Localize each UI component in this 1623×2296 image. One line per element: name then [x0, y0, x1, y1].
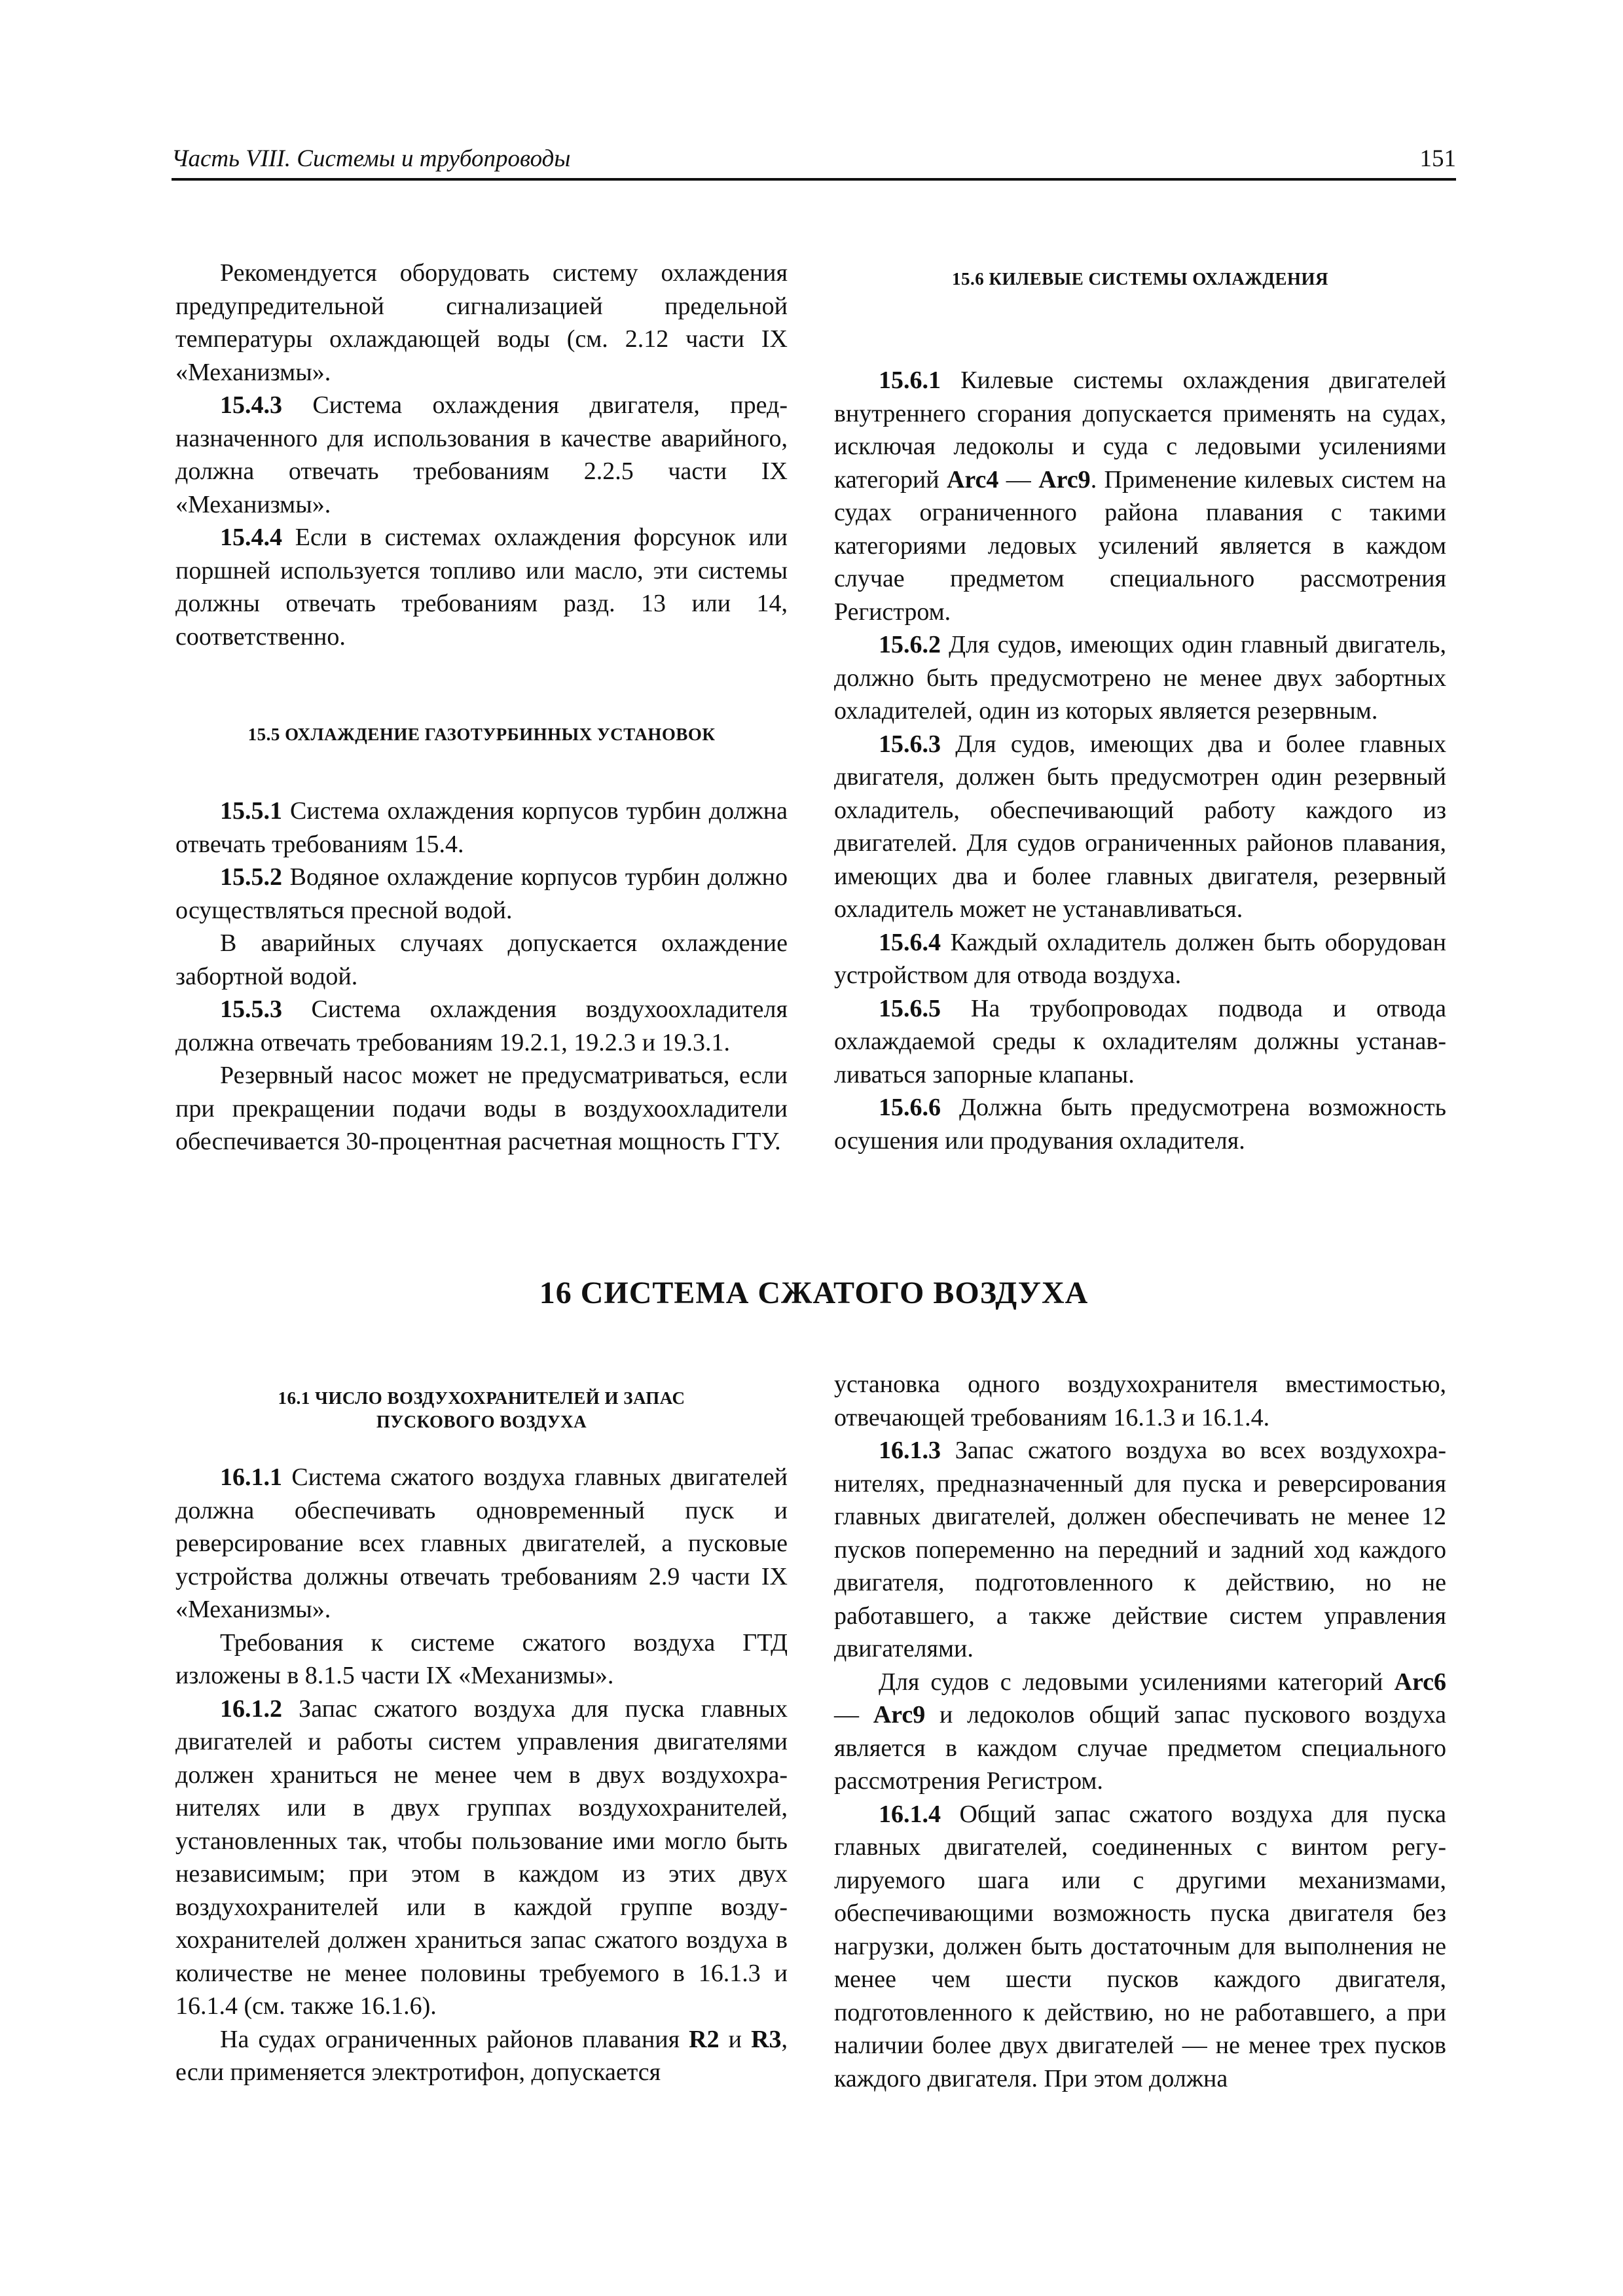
paragraph-text: Каждый охладитель должен быть оборудован устройством для отвода воздуха.	[834, 928, 1446, 989]
clause-number: 15.5.2	[220, 863, 282, 891]
clause-number: 16.1.1	[220, 1463, 282, 1491]
paragraph	[175, 993, 788, 1059]
running-header	[172, 137, 1456, 181]
paragraph	[175, 1461, 788, 1626]
paragraph	[834, 364, 1446, 628]
paragraph-text: Запас сжатого воздуха во всех воздухохранителях, предназначенный для пуска и реверсирования главных двигателей, должен обеспечивать не менее 12 пусков попеременно на передний и задний ход каждого двигателя, подготовленного к действию, но не работавшего, а также действие систем управления двигателями.	[834, 1437, 1446, 1662]
paragraph	[834, 1798, 1446, 2096]
paragraph	[175, 521, 788, 653]
paragraph-text: Для судов, имеющих два и более главных двигателя, должен быть предусмотрен один резервный охладитель, обеспечивающий работу каждого из двигателей. Для судов ограниченных районов плавания, имеющих два и более главных двигателя, резервный охладитель может не устанавливаться.	[834, 730, 1446, 923]
dash: —	[834, 1701, 873, 1729]
paragraph: Резервный насос может не предусматриваться, если при прекращении подачи воды в воздухоохладители обеспечивается 30-процентная расчетная мощность ГТУ.	[175, 1062, 788, 1155]
heading-line: ПУСКОВОГО ВОЗДУХА	[376, 1412, 587, 1431]
left-column-top	[175, 257, 788, 1158]
paragraph: Рекомендуется оборудовать систему охлаждения предупредительной сигнализацией предельной температуры охлаждающей воды (см. 2.12 части IX «Механизмы».	[175, 259, 788, 386]
paragraph	[175, 795, 788, 861]
paragraph-text: Система сжатого воздуха главных двигателей должна обеспечивать одновременный пуск и реверсирование всех главных двигателей, а пусковые устройства должны отвечать требованиям 2.9 части IX «Механизмы».	[175, 1463, 788, 1623]
paragraph-text: , если применяется электротифон, допускается	[175, 2025, 788, 2086]
clause-number: 15.6.4	[879, 928, 941, 956]
right-column-bottom	[834, 1368, 1446, 2095]
page-number: 151	[1419, 145, 1456, 172]
clause-number: 15.6.1	[879, 367, 941, 394]
ice-class: Arc9	[873, 1701, 926, 1729]
paragraph	[175, 1693, 788, 2023]
paragraph	[834, 1434, 1446, 1666]
paragraph-text: Система охлаждения воздухоохладителя должна отвечать требованиям 19.2.1, 19.2.3 и 19.3.1.	[175, 996, 788, 1056]
right-column-top	[834, 267, 1446, 1157]
clause-number: 15.6.3	[879, 730, 941, 758]
running-title: Часть VIII. Системы и трубопроводы	[172, 145, 571, 172]
paragraph-text: Система охлаждения двигателя, предназначенного для использования в качестве аварийного, должна отвечать требованиям 2.2.5 части IX «Механизмы».	[175, 391, 788, 518]
clause-number: 16.1.3	[879, 1437, 941, 1464]
paragraph	[834, 926, 1446, 992]
clause-number: 15.6.5	[879, 994, 941, 1022]
paragraph-text: Запас сжатого воздуха для пуска главных двигателей и работы систем управления двигателями должен храниться не менее чем в двух воздухохранителях или в двух группах воздухохранителей, установленных так, чтобы пользование ими могло быть независимым; при этом в каждом из этих двух воздухохранителей или в каждой группе воздухохранителей должен храниться запас сжатого воздуха в количестве не менее половины требуемого в 16.1.3 и 16.1.4 (см. также 16.1.6).	[175, 1695, 788, 2020]
dash: —	[998, 465, 1039, 493]
section-heading-16-1	[175, 1386, 788, 1433]
paragraph-text: Система охлаждения корпусов турбин должна отвечать требованиям 15.4.	[175, 797, 788, 858]
left-column-bottom	[175, 1386, 788, 2089]
paragraph-text: На трубопроводах подвода и отвода охлаждаемой среды к охладителям должны устанавливаться запорные клапаны.	[834, 994, 1446, 1088]
clause-number: 15.5.3	[220, 996, 282, 1023]
paragraph	[175, 389, 788, 521]
paragraph-text: Для судов, имеющих один главный двигатель, должно быть предусмотрено не менее двух забортных охладителей, один из которых является резервным.	[834, 631, 1446, 725]
paragraph	[175, 861, 788, 927]
clause-number: 16.1.2	[220, 1695, 282, 1723]
paragraph-text: Если в системах охлаждения форсунок или поршней используется топливо или масло, эти системы должны отвечать требованиям разд. 13 или 14, соответственно.	[175, 524, 788, 651]
ice-class: Arc4	[946, 465, 999, 493]
clause-number: 15.5.1	[220, 797, 282, 825]
section-heading-15-6: 15.6 КИЛЕВЫЕ СИСТЕМЫ ОХЛАЖДЕНИЯ	[951, 269, 1329, 289]
area-class: R2	[689, 2025, 720, 2053]
paragraph: В аварийных случаях допускается охлаждение забортной водой.	[175, 929, 788, 990]
chapter-title: 16 СИСТЕМА СЖАТОГО ВОЗДУХА	[539, 1276, 1089, 1310]
paragraph: Требования к системе сжатого воздуха ГТД изложены в 8.1.5 части IX «Механизмы».	[175, 1628, 788, 1689]
area-class: R3	[751, 2025, 782, 2053]
paragraph-text: и ледоколов общий запас пускового воздуха является в каждом случае предметом специального рассмотрения Регистром.	[834, 1701, 1446, 1795]
paragraph-text: На судах ограниченных районов плавания	[220, 2025, 689, 2053]
paragraph: установка одного воздухохранителя вместимостью, отвечающей требованиям 16.1.3 и 16.1.4.	[834, 1371, 1446, 1431]
ice-class: Arc9	[1038, 465, 1091, 493]
clause-number: 15.4.3	[220, 391, 282, 419]
section-heading-15-5: 15.5 ОХЛАЖДЕНИЕ ГАЗОТУРБИННЫХ УСТАНОВОК	[247, 725, 716, 744]
clause-number: 15.6.6	[879, 1094, 941, 1121]
heading-line: 16.1 ЧИСЛО ВОЗДУХОХРАНИТЕЛЕЙ И ЗАПАС	[278, 1388, 685, 1408]
clause-number: 15.6.2	[879, 631, 941, 658]
paragraph	[834, 728, 1446, 926]
paragraph-text: Водяное охлаждение корпусов турбин должно осуществляться пресной водой.	[175, 863, 788, 924]
paragraph-text: Килевые системы охлаждения двигателей внутреннего сгорания допускается применять на судах, исключая ледоколы и суда с ледовыми усилениями категорий	[834, 367, 1446, 493]
paragraph	[175, 2023, 788, 2089]
paragraph-text: Для судов с ледовыми усилениями категорий	[879, 1668, 1395, 1696]
paragraph-text: Общий запас сжатого воздуха для пуска главных двигателей, соединенных с винтом регулируемого шага или с другими механизмами, обеспечивающими возможность пуска двигателя без нагрузки, должен быть достаточным для выполнения не менее чем шести пусков каждого двигателя, подготовленного к действию, но не работавшего, а при наличии более двух двигателей — не менее трех пусков каждого двигателя. При этом должна	[834, 1800, 1446, 2092]
conjunction: и	[719, 2025, 752, 2053]
paragraph	[834, 628, 1446, 728]
paragraph	[834, 1666, 1446, 1798]
paragraph-text: Должна быть предусмотрена возможность осушения или продувания охладителя.	[834, 1094, 1446, 1155]
clause-number: 15.4.4	[220, 524, 282, 551]
paragraph-text: . Применение килевых систем на судах ограниченного района плавания с такими категориями ледовых усилений является в каждом случае предметом специального рассмотрения Регистром.	[834, 465, 1447, 626]
ice-class: Arc6	[1394, 1668, 1446, 1696]
paragraph	[834, 992, 1446, 1092]
paragraph	[834, 1091, 1446, 1157]
clause-number: 16.1.4	[879, 1800, 941, 1828]
